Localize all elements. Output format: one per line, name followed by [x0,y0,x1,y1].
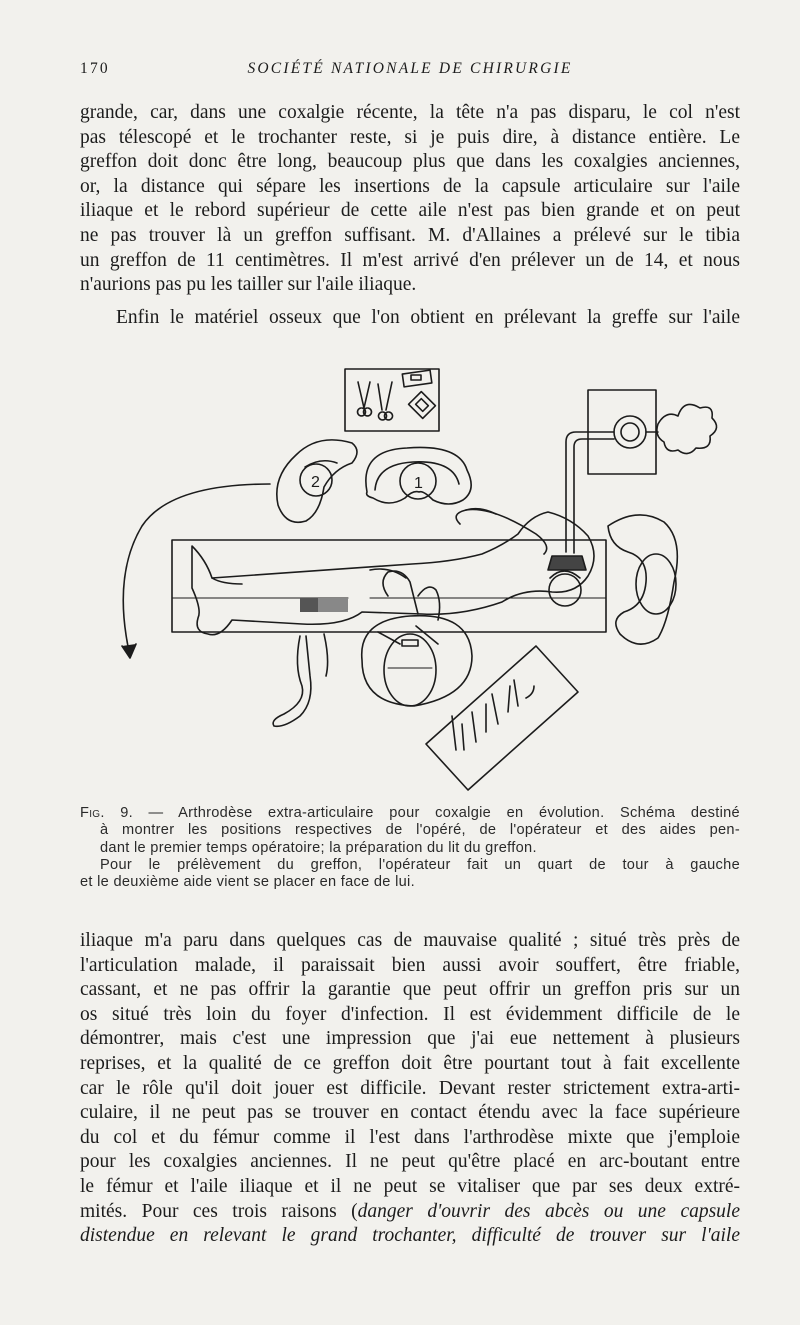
surgical-diagram [100,360,740,800]
operating-table [172,540,606,632]
page-number: 170 [80,60,110,77]
paragraph-top [80,101,740,298]
operator-figure [273,571,472,726]
text-line: le fémur et l'aile iliaque et il ne peut se vitaliser que par ses deux extré- [80,1175,740,1197]
paragraph-bottom [80,929,740,1249]
text-line: reprises, et la qualité de ce greffon doit être pourtant tout à fait excellente [80,1052,740,1074]
anesthetist-figure [608,515,677,644]
text-line: du col et du fémur comme il l'est dans l'arthrodèse mixte que j'emploie [80,1126,740,1148]
aide-2-number: 2 [311,474,320,491]
caption-line: à montrer les positions respectives de l'opéré, de l'opérateur et des aides pen- [100,822,740,839]
caption-line: Pour le prélèvement du greffon, l'opérateur fait un quart de tour à gauche [100,856,740,873]
paragraph-enfin [80,306,740,331]
aide-1-number: 1 [414,475,423,492]
caption-line: et le deuxième aide vient se placer en face de lui. [80,874,415,891]
text-line: iliaque m'a paru dans quelques cas de mauvaise qualité ; situé très près de [80,930,740,951]
caption-text: — Arthrodèse extra-articulaire pour coxalgie en évolution. Schéma destiné [133,805,740,821]
figure-caption [80,805,740,891]
running-title: SOCIÉTÉ NATIONALE DE CHIRURGIE [247,60,573,77]
text-line: un greffon de 11 centimètres. Il m'est arrivé d'en prélever un de 14, et nous [80,249,740,271]
anesthesia-apparatus [566,390,717,553]
text-line [80,1200,740,1225]
text-line: démontrer, mais c'est une impression que j'ai eue nettement à plusieurs [80,1028,740,1050]
text-line: grande, car, dans une coxalgie récente, la tête n'a pas disparu, le col n'est [80,102,740,123]
caption-line [80,805,740,822]
italic-line: distendue en relevant le grand trochanter, difficulté de trouver sur l'aile [80,1225,740,1247]
figure-label: Fig. 9. [80,805,134,821]
text-line: Enfin le matériel osseux que l'on obtient en prélevant la greffe sur l'aile [116,307,740,328]
text-line: pour les coxalgies anciennes. Il ne peut qu'être placé en arc-boutant entre [80,1151,740,1173]
text-line: car le rôle qu'il doit jouer est difficile. Devant rester strictement extra-arti- [80,1077,740,1099]
instrument-tray-top [345,369,439,431]
text-line: pas télescopé et le trochanter reste, si je puis dire, à distance entière. Le [80,126,740,148]
text-line: ne pas trouver là un greffon suffisant. M. d'Allaines a prélevé sur le tibia [80,224,740,246]
text-line: cassant, et ne pas offrir la garantie que peut offrir un greffon pris sur un [80,979,740,1001]
page-header [80,60,740,86]
text-line: n'aurions pas pu les tailler sur l'aile iliaque. [80,274,417,296]
text-line: culaire, il ne peut pas se trouver en contact étendu avec la face supérieure [80,1102,740,1124]
text-line: l'articulation malade, il paraissait bien aussi avoir souffert, être friable, [80,954,740,976]
instrument-tray-bottom [426,646,578,790]
surgical-diagram-figure [100,360,740,800]
text-line: os situé très loin du foyer d'infection. Il est évidemment difficile de le [80,1003,740,1025]
text-segment: mités. Pour ces trois raisons ( [80,1200,358,1222]
caption-line: dant le premier temps opératoire; la préparation du lit du greffon. [100,839,537,856]
text-line: or, la distance qui sépare les insertions de la capsule articulaire sur l'aile [80,175,740,197]
italic-segment: danger d'ouvrir des abcès ou une capsule [357,1200,741,1222]
text-line: greffon doit donc être long, beaucoup plus que dans les coxalgies anciennes, [80,151,740,173]
text-line: iliaque et le rebord supérieur de cette aile n'est pas bien grande et on peut [80,200,740,222]
